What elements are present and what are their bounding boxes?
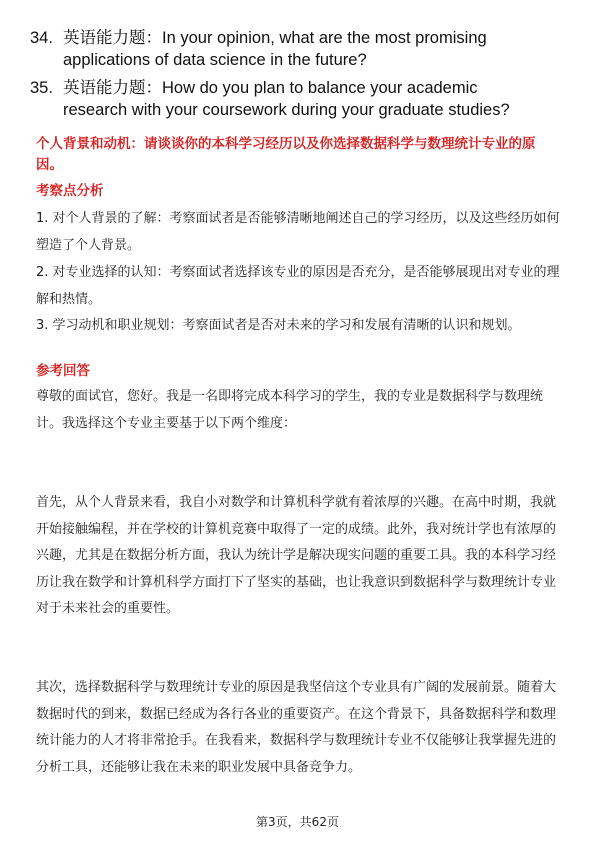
question-35: [30, 77, 570, 121]
question-title: 个人背景和动机：请谈谈你的本科学习经历以及你选择数据科学与数理统计专业的原因。: [36, 136, 536, 173]
question-text: 英语能力题：How do you plan to balance your academic research with your coursework during your graduate studies?: [63, 79, 510, 119]
analysis-point: 2. 对专业选择的认知：考察面试者选择该专业的原因是否充分，是否能够展现出对专业的理解和热情。: [36, 265, 560, 307]
question-number: 35.: [30, 79, 53, 97]
answer-paragraph: 尊敬的面试官，您好。我是一名即将完成本科学习的学生，我的专业是数据科学与数理统计。我选择这个专业主要基于以下两个维度：: [36, 389, 544, 431]
analysis-heading: 考察点分析: [36, 183, 104, 199]
page-number: 第3页，共62页: [256, 815, 339, 829]
question-34: [30, 27, 570, 71]
question-text: 英语能力题：In your opinion, what are the most promising applications of data science in the future?: [63, 29, 487, 69]
answer-heading: 参考回答: [36, 363, 90, 379]
analysis-point: 3. 学习动机和职业规划：考察面试者是否对未来的学习和发展有清晰的认识和规划。: [36, 318, 521, 333]
question-number: 34.: [30, 29, 53, 47]
answer-paragraph: 首先，从个人背景来看，我自小对数学和计算机科学就有着浓厚的兴趣。在高中时期，我就开始接触编程，并在学校的计算机竞赛中取得了一定的成绩。此外，我对统计学也有浓厚的兴趣，尤其是在数据分析方面，我认为统计学是解决现实问题的重要工具。我的本科学习经历让我在数学和计算机科学方面打下了坚实的基础，也让我意识到数据科学与数理统计专业对于未来社会的重要性。: [36, 495, 557, 616]
analysis-point: 1. 对个人背景的了解：考察面试者是否能够清晰地阐述自己的学习经历，以及这些经历如何塑造了个人背景。: [36, 211, 560, 253]
answer-paragraph: 其次，选择数据科学与数理统计专业的原因是我坚信这个专业具有广阔的发展前景。随着大数据时代的到来，数据已经成为各行各业的重要资产。在这个背景下，具备数据科学和数理统计能力的人才将非常抢手。在我看来，数据科学与数理统计专业不仅能够让我掌握先进的分析工具，还能够让我在未来的职业发展中具备竞争力。: [36, 680, 557, 775]
